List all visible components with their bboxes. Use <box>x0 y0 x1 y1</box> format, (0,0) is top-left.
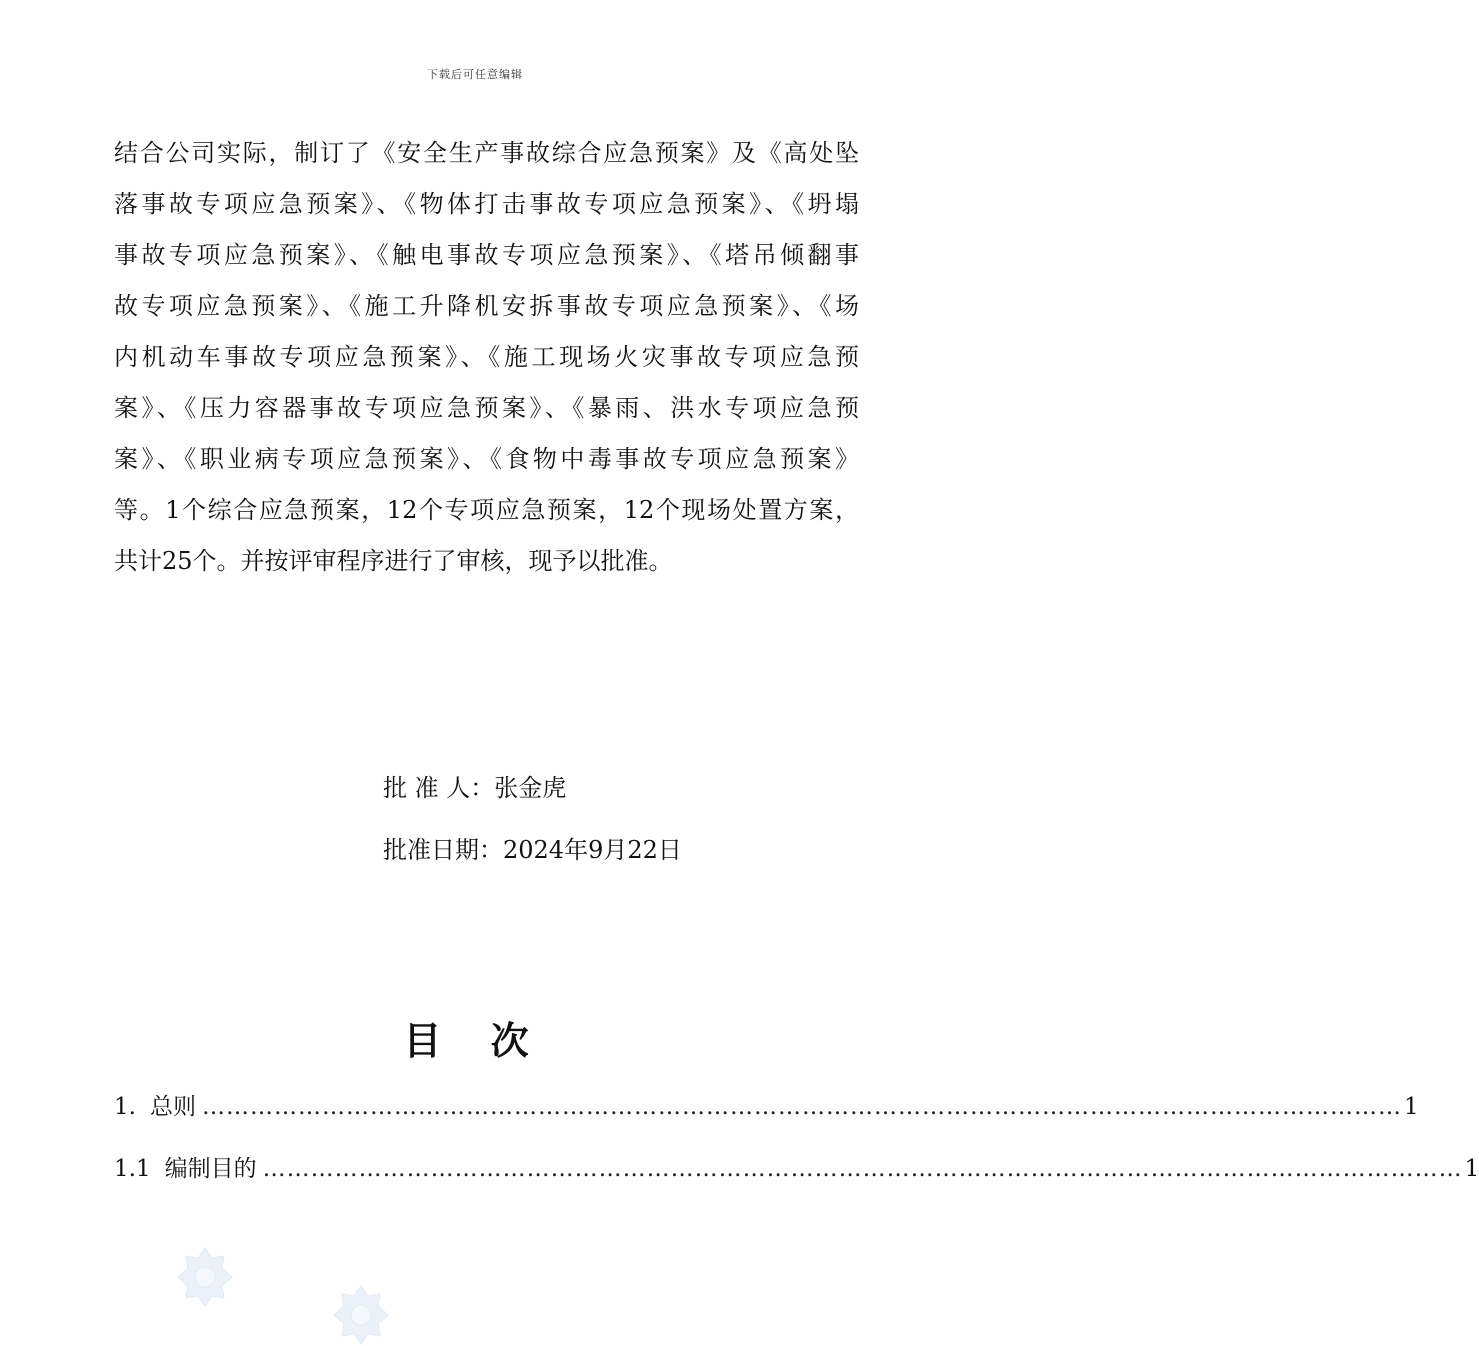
body-line: 案》、《职业病专项应急预案》、《食物中毒事故专项应急预案》 <box>114 445 859 473</box>
toc-entry-page: 1 <box>1464 1156 1479 1182</box>
toc-entry-page: 1 <box>1403 1094 1419 1120</box>
body-line: 事故专项应急预案》、《触电事故专项应急预案》、《塔吊倾翻事 <box>114 241 859 269</box>
toc-leader-dots: …………………………………………………………………………………………………………………………………… <box>262 1156 1463 1182</box>
body-line: 结合公司实际，制订了《安全生产事故综合应急预案》及《高处坠 <box>114 139 859 167</box>
body-line: 共计25个。并按评审程序进行了审核，现予以批准。 <box>114 547 673 575</box>
header-note: 下载后可任意编辑 <box>427 68 523 81</box>
snowflake-watermark-icon <box>174 1246 236 1308</box>
body-line: 案》、《压力容器事故专项应急预案》、《暴雨、洪水专项应急预 <box>114 394 859 422</box>
toc-entry-number: 1.1 <box>114 1156 151 1182</box>
approver-label: 批 准 人： <box>383 774 495 802</box>
approver-line <box>383 768 566 803</box>
toc-entry-label: 总则 <box>149 1094 196 1120</box>
toc-leader-dots: …………………………………………………………………………………………………………………………………… <box>201 1094 1402 1120</box>
body-line: 落事故专项应急预案》、《物体打击事故专项应急预案》、《坍塌 <box>114 190 859 218</box>
body-line: 内机动车事故专项应急预案》、《施工现场火灾事故专项应急预 <box>114 343 859 371</box>
body-line: 故专项应急预案》、《施工升降机安拆事故专项应急预案》、《场 <box>114 292 859 320</box>
approval-date-line <box>383 830 682 865</box>
snowflake-watermark-icon <box>330 1284 392 1346</box>
toc-entry[interactable] <box>114 1088 1419 1121</box>
toc-title: 目 次 <box>403 1018 547 1063</box>
approval-body-paragraph <box>114 128 859 587</box>
approver-name: 张金虎 <box>494 774 567 802</box>
toc-entry-label: 编制目的 <box>164 1156 257 1182</box>
body-line: 等。1个综合应急预案，12个专项应急预案，12个现场处置方案， <box>114 496 859 524</box>
approval-date-value: 2024年9月22日 <box>503 836 682 864</box>
toc-entry[interactable] <box>114 1150 1479 1183</box>
approval-date-label: 批准日期： <box>383 836 503 864</box>
toc-entry-number: 1. <box>114 1094 136 1120</box>
